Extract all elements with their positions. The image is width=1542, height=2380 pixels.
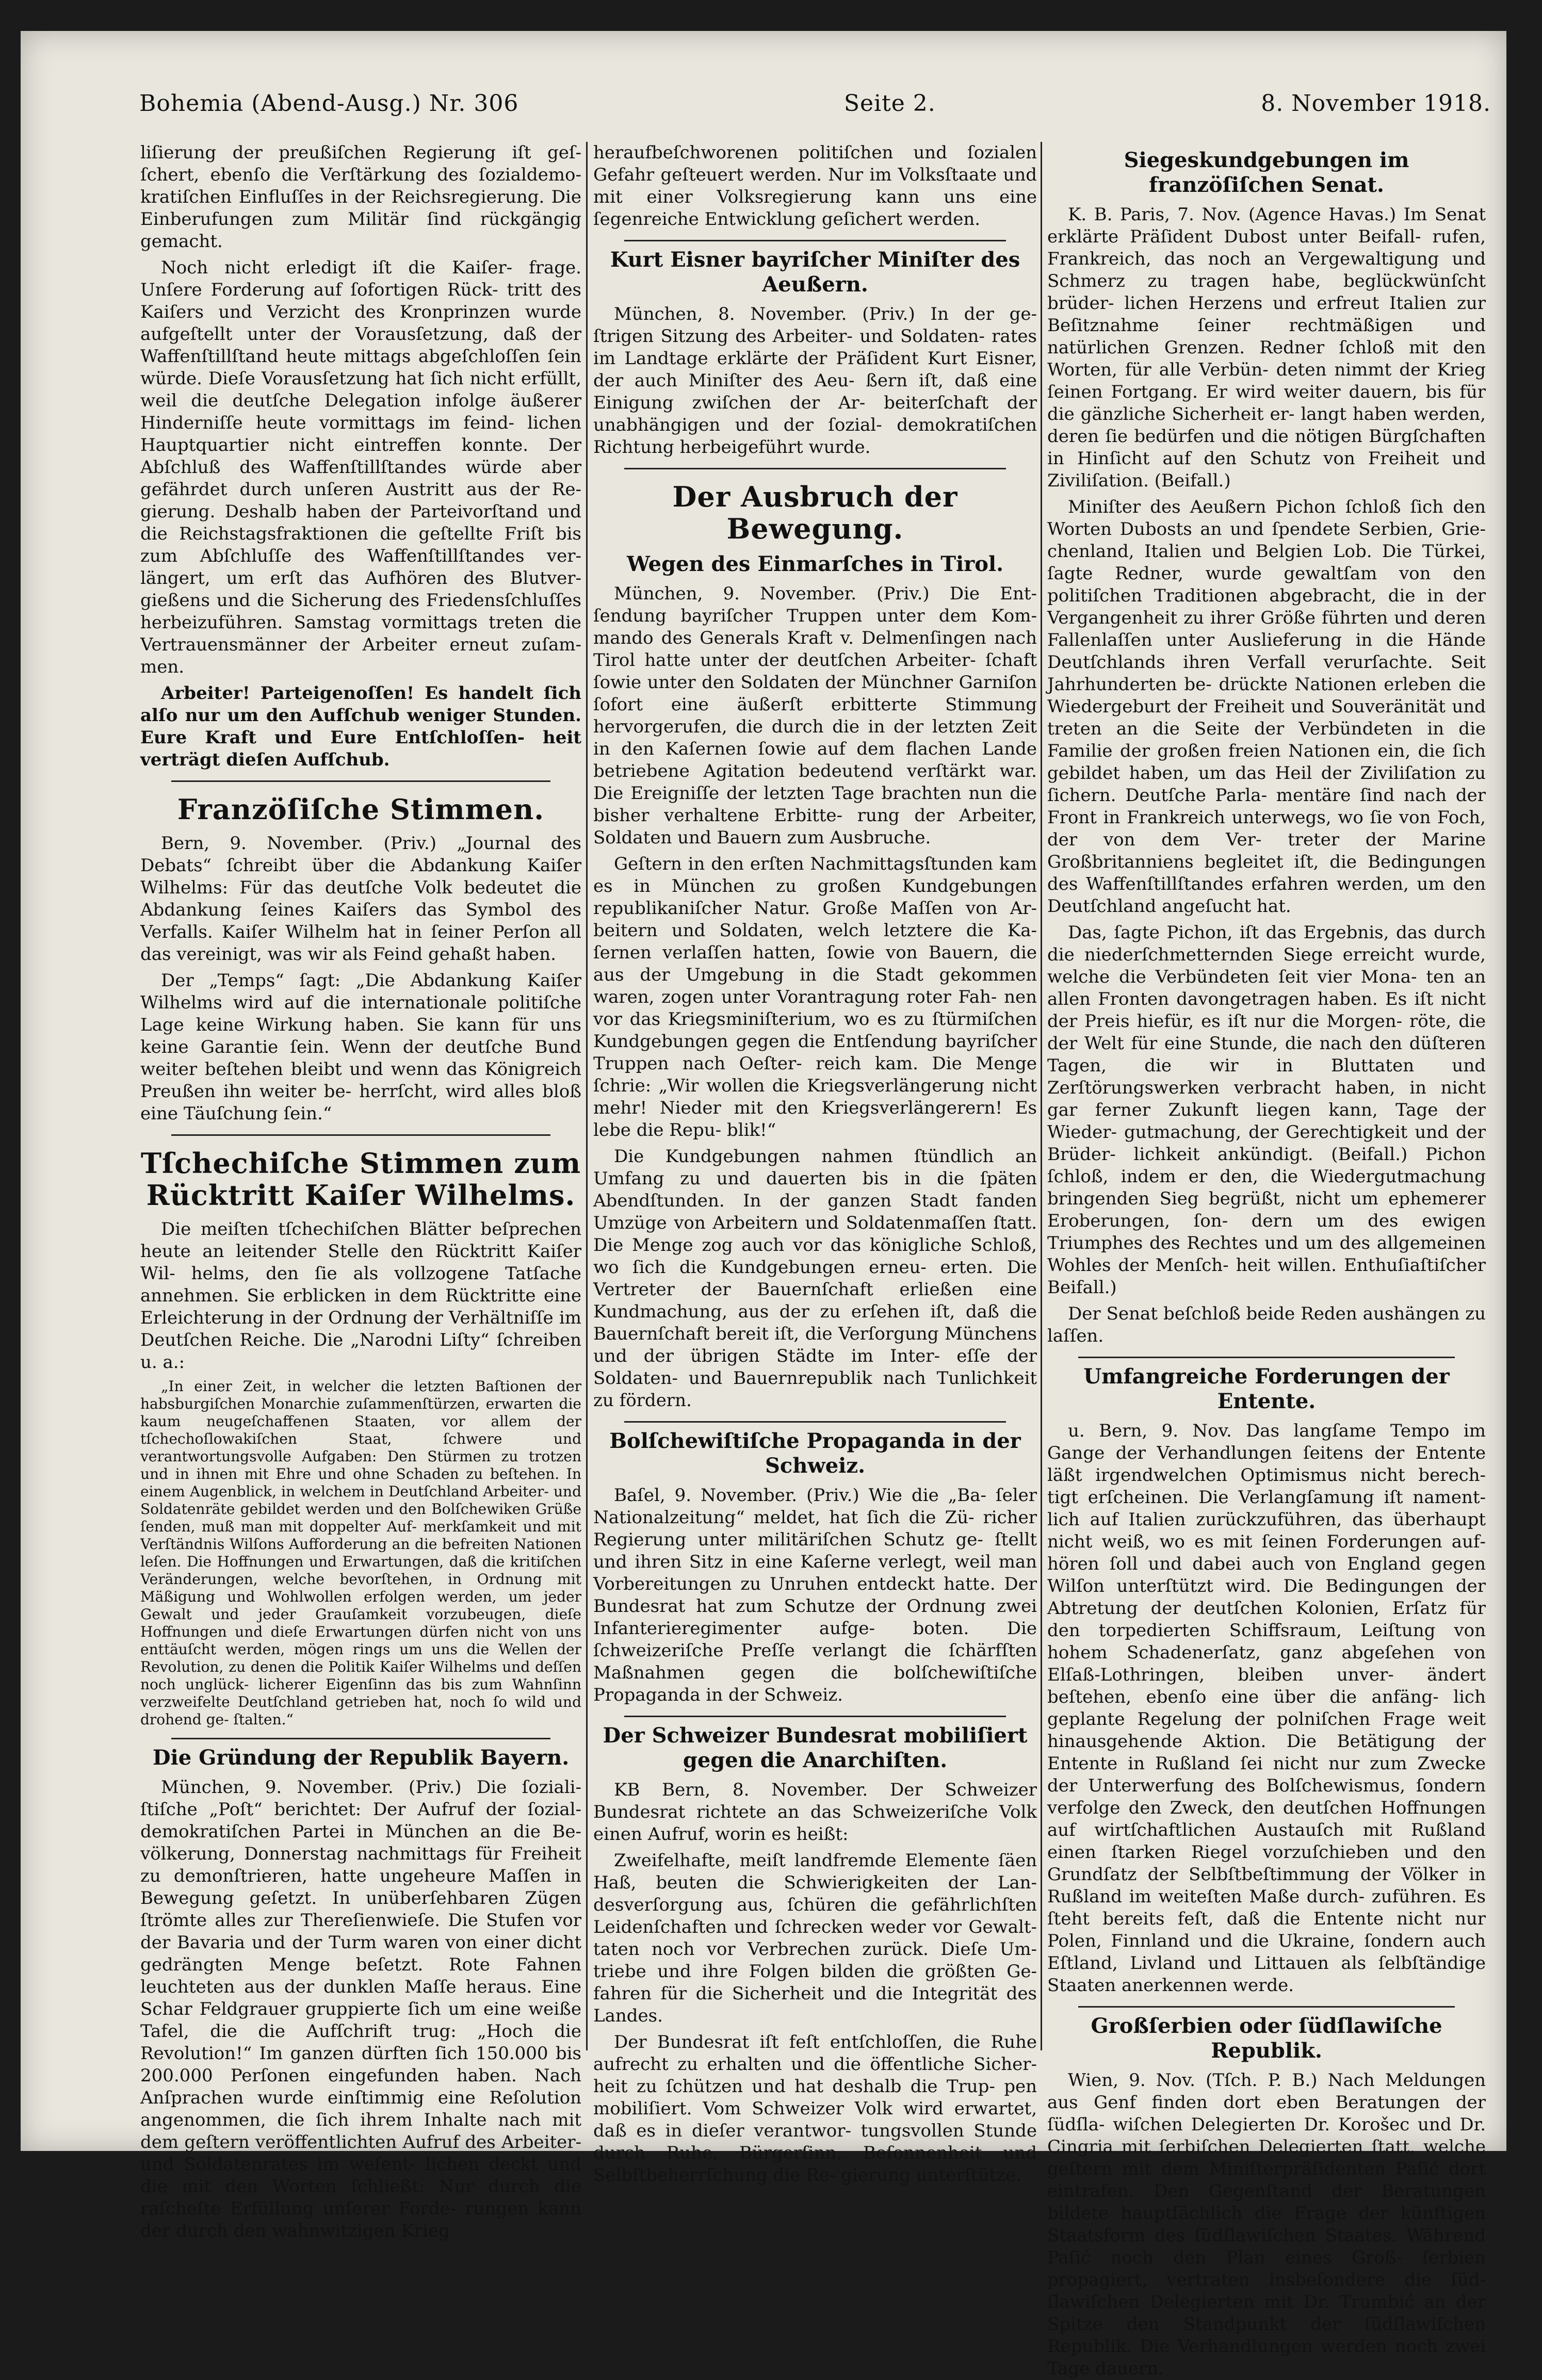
headline-forderungen-entente: Umfangreiche Forderungen der Entente.	[1083, 1364, 1450, 1413]
headline-siegeskundgebungen: Siegeskundgebungen im franzöſiſchen Senat.	[1124, 148, 1409, 197]
article-paragraph: KB Bern, 8. November. Der Schweizer Bundesrat richtete an das Schweizeriſche Volk einen Aufruf, worin es heißt:	[593, 1780, 1037, 1845]
article-paragraph: u. Bern, 9. Nov. Das langſame Tempo im Gange der Verhandlungen ſeitens der Entente läßt irgendwelchen Optimismus nicht berech‑ tigt erſcheinen. Die Verlangſamung iſt nament‑ lich auf Italien zurückzuführen, das überhaupt nicht weiß, wo es mit ſeinen Forderungen auf‑ hören ſoll und dabei auch von England gegen Wilſon unterſtützt wird. Die Bedingungen der Abtretung der deutſchen Kolonien, Erſatz für den torpedierten Schiffsraum, Leiſtung von hohem Schadenerſatz, ganz abgeſehen von Elſaß‑Lothringen, bleiben unver‑ ändert beſtehen, ebenſo eine über die anfäng‑ lich geplante Regelung der polniſchen Frage weit hinausgehende Aktion. Die Betätigung der Entente in Rußland ſei nicht nur zum Zwecke der Unterwerfung des Bolſchewismus, ſondern verfolge den Zweck, den deutſchen Hoffnungen auf wirtſchaftlichen Austauſch mit Rußland einen ſtarken Riegel vorzuſchieben und den Grundſatz der Selbſtbeſtimmung der Völker in Rußland im weiteſten Maße durch‑ zuführen. Es ſteht bereits feſt, daß die Entente nicht nur Polen, Finnland und die Ukraine, ſondern auch Eſtland, Livland und Littauen als ſelbſtändige Staaten anerkennen werde.	[1047, 1421, 1486, 1996]
headline-franzoesische-stimmen: Franzöſiſche Stimmen.	[177, 793, 545, 826]
article-divider	[171, 1134, 550, 1136]
article-paragraph: Die Kundgebungen nahmen ſtündlich an Umfang zu und dauerten bis in die ſpäten Abendſtunden. In der ganzen Stadt fanden Umzüge von Arbeitern und Soldatenmaſſen ſtatt. Die Menge zog auch vor das königliche Schloß, wo ſich die Kundgebungen erneu‑ erten. Die Vertreter der Bauernſchaft erließen eine Kundmachung, aus der zu erſehen iſt, daß die Bauernſchaft bereit iſt, die Verſorgung Münchens und der übrigen Städte im Inter‑ eſſe der Soldaten- und Bauernrepublik nach Tunlichkeit zu fördern.	[593, 1146, 1037, 1411]
article-paragraph: Das, ſagte Pichon, iſt das Ergebnis, das durch die niederſchmetternden Siege erreicht wurde, welche die Verbündeten ſeit vier Mona‑ ten an allen Fronten davongetragen haben. Es iſt nicht der Preis hiefür, es iſt nur die Morgen‑ röte, die der Welt für eine Stunde, die nach den düſteren Tagen, die wir in Bluttaten und Zerſtörungswerken verbracht haben, in nicht gar ferner Zukunft liegen kann, Tage der Wieder‑ gutmachung, der Gerechtigkeit und der Brüder‑ lichkeit ankündigt. (Beifall.) Pichon ſchloß, indem er den, die Wiedergutmachung bringenden Sieg begrüßt, nicht um ephemerer Eroberungen, ſon‑ dern um des ewigen Triumphes des Rechtes und um des allgemeinen Wohles der Menſch‑ heit willen. Enthuſiaſtiſcher Beifall.)	[1047, 922, 1486, 1298]
article-paragraph: Bern, 9. November. (Priv.) „Journal des Debats“ ſchreibt über die Abdankung Kaiſer Wilhelms: Für das deutſche Volk bedeutet die Abdankung ſeines Kaiſers das Symbol des Verfalls. Kaiſer Wilhelm hat in ſeiner Perſon all das vereinigt, was wir als Feind gehaßt haben.	[140, 833, 581, 965]
subheadline-einmarsch-tirol: Wegen des Einmarſches in Tirol.	[626, 552, 1004, 576]
article-paragraph: Baſel, 9. November. (Priv.) Wie die „Ba‑ ſeler Nationalzeitung“ meldet, hat ſich die Zü‑ richer Regierung unter militäriſchen Schutz ge‑ ſtellt und ihren Sitz in eine Kaſerne verlegt, weil man Vorbereitungen zu Unruhen entdeckt hatte. Der Bundesrat hat zum Schutze der Ordnung zwei Infanterieregimenter aufge‑ boten. Die ſchweizeriſche Preſſe verlangt die ſchärfſten Maßnahmen gegen die bolſchewiſtiſche Propaganda in der Schweiz.	[593, 1485, 1037, 1705]
article-paragraph: Der Senat beſchloß beide Reden aushängen zu laſſen.	[1047, 1303, 1486, 1346]
article-paragraph: K. B. Paris, 7. Nov. (Agence Havas.) Im Senat erklärte Präſident Dubost unter Beifall‑ rufen, Frankreich, das noch an Vergewaltigung und Schmerz zu tragen habe, beglückwünſcht brüder‑ lichen Herzens und erfreut Italien zur Beſitznahme ſeiner rechtmäßigen und natürlichen Grenzen. Redner ſchloß mit den Worten, für alle Verbün‑ deten nimmt der Krieg ſeinen Fortgang. Er wird weiter dauern, bis für die gänzliche Sicherheit er‑ langt haben werden, deren ſie bedürfen und die nötigen Bürgſchaften in Hinſicht auf den Schutz von Freiheit und Ziviliſation. (Beifall.)	[1047, 204, 1486, 491]
column-2	[593, 142, 1037, 2186]
newspaper-page	[21, 31, 1506, 2379]
article-divider	[171, 1738, 550, 1739]
article-paragraph: München, 8. November. (Priv.) In der ge‑ ſtrigen Sitzung des Arbeiter- und Soldaten‑ rates im Landtage erklärte der Präſident Kurt Eisner, der auch Miniſter des Aeu‑ ßern iſt, daß eine Einigung zwiſchen der Ar‑ beiterſchaft der unabhängigen und der ſozial‑ demokratiſchen Richtung herbeigeführt wurde.	[593, 304, 1037, 458]
article-paragraph: Der Bundesrat iſt feſt entſchloſſen, die Ruhe aufrecht zu erhalten und die öffentliche Sicher‑ heit zu ſchützen und hat deshalb die Trup‑ pen mobiliſiert. Vom Schweizer Volk wird erwartet, daß es in dieſer verantwor‑ tungsvollen Stunde durch Ruhe, Bürgerſinn, Beſonnenheit und Selbſtbeherrſchung die Re‑ gierung unterſtütze.	[593, 2032, 1037, 2186]
article-continuation-text: heraufbeſchworenen politiſchen und ſozialen Gefahr geſteuert werden. Nur im Volksſtaate und mit einer Volksregierung kann uns eine ſegenreiche Entwicklung geſichert werden.	[593, 142, 1037, 230]
article-paragraph: München, 9. November. (Priv.) Die Ent‑ ſendung bayriſcher Truppen unter dem Kom‑ mando des Generals Kraft v. Delmenſingen nach Tirol hatte unter der deutſchen Arbeiter‑ ſchaft ſowie unter den Soldaten der Münchner Garniſon ſofort eine äußerſt erbitterte Stimmung hervorgerufen, die durch die in der letzten Zeit in den Kaſernen ſowie auf dem flachen Lande betriebene Agitation bedeutend verſtärkt war. Die Ereigniſſe der letzten Tage brachten nun die bisher verhaltene Erbitte‑ rung der Arbeiter, Soldaten und Bauern zum Ausbruche.	[593, 583, 1037, 848]
column-3	[1047, 142, 1486, 2379]
article-divider	[1078, 2006, 1455, 2008]
article-paragraph: Noch nicht erledigt iſt die Kaiſer‑ frage. Unſere Forderung auf ſofortigen Rück‑ tritt des Kaiſers und Verzicht des Kronprinzen wurde aufgeſtellt unter der Vorausſetzung, daß der Waffenſtillſtand heute mittags abgeſchloſſen ſein würde. Dieſe Vorausſetzung hat ſich nicht erfüllt, weil die deutſche Delegation infolge äußerer Hinderniſſe heute vormittags im feind‑ lichen Hauptquartier nicht eintreffen konnte. Der Abſchluß des Waffenſtillſtandes würde aber gefährdet durch unſeren Austritt aus der Re‑ gierung. Deshalb haben der Parteivorſtand und die Reichstagsfraktionen die geſtellte Friſt bis zum Abſchluſſe des Waffenſtillſtandes ver‑ längert, um erſt das Aufhören des Blutver‑ gießens und die Sicherung des Friedensſchluſſes herbeizuführen. Samstag vormittags treten die Vertrauensmänner der Arbeiter erneut zuſam‑ men.	[140, 257, 581, 677]
header-date: 8. November 1918.	[1261, 90, 1491, 117]
column-divider-1	[586, 142, 588, 2050]
article-quote-small: „In einer Zeit, in welcher die letzten Baſtionen der habsburgiſchen Monarchie zuſammenſtürzen, erwarten die kaum neugeſchaffenen Staaten, vor allem der tſchechoſlowakiſchen Staat, ſchwere und verantwortungsvolle Aufgaben: Den Stürmen zu trotzen und in ihnen mit Ehre und ohne Schaden zu beſtehen. In einem Augenblick, in welchem in Deutſchland Arbeiter- und Soldatenräte gebildet werden und den Bolſchewiken Grüße ſenden, muß man mit doppelter Auf‑ merkſamkeit und mit Verſtändnis Wilſons Aufforderung an die befreiten Nationen leſen. Die Hoffnungen und Erwartungen, daß die kritiſchen Veränderungen, welche bevorſtehen, in Ordnung mit Mäßigung und Wohlwollen erfolgen werden, um jeder Gewalt und jeder Grauſamkeit vorzubeugen, dieſe Hoffnungen und dieſe Erwartungen dürfen nicht von uns enttäuſcht werden, mögen rings um uns die Wellen der Revolution, zu denen die Politik Kaiſer Wilhelms und deſſen noch unglück‑ licherer Eigenſinn das bis zum Wahnſinn verzweifelte Deutſchland getrieben hat, noch ſo wild und drohend ge‑ ſtalten.“	[140, 1378, 581, 1728]
headline-republik-bayern: Die Gründung der Republik Bayern.	[152, 1746, 570, 1770]
article-divider	[171, 780, 550, 782]
headline-schweizer-bundesrat: Der Schweizer Bundesrat mobiliſiert gegen die Anarchiſten.	[603, 1723, 1028, 1772]
header-page-number: Seite 2.	[843, 90, 936, 117]
column-1	[140, 142, 581, 2241]
article-paragraph: Der „Temps“ ſagt: „Die Abdankung Kaiſer Wilhelms wird auf die internationale politiſche Lage keine Wirkung haben. Sie kann für uns keine Garantie ſein. Wenn der deutſche Bund weiter beſtehen bleibt und wenn das Königreich Preußen ihn weiter be‑ herrſcht, wird alles bloß eine Täuſchung ſein.“	[140, 970, 581, 1124]
headline-grossserbien: Großſerbien oder ſüdſlawiſche Republik.	[1091, 2014, 1442, 2063]
article-paragraph: Die meiſten tſchechiſchen Blätter beſprechen heute an leitender Stelle den Rücktritt Kaiſer Wil‑ helms, den ſie als vollzogene Tatſache annehmen. Sie erblicken in dem Rücktritte eine Erleichterung in der Ordnung der Verhältniſſe im Deutſchen Reiche. Die „Narodni Liſty“ ſchreiben u. a.:	[140, 1219, 581, 1373]
article-divider	[1078, 1357, 1455, 1358]
article-paragraph: München, 9. November. (Priv.) Die ſoziali‑ ſtiſche „Poſt“ berichtet: Der Aufruf der ſozial‑ demokratiſchen Partei in München an die Be‑ völkerung, Donnerstag nachmittags für Freiheit zu demonſtrieren, hatte ungeheure Maſſen in Bewegung geſetzt. In unüberſehbaren Zügen ſtrömte alles zur Thereſienwieſe. Die Stufen vor der Bavaria und der Turm waren von einer dicht gedrängten Menge beſetzt. Rote Fahnen leuchteten aus der dunklen Maſſe heraus. Eine Schar Feldgrauer gruppierte ſich um eine weiße Tafel, die die Aufſchrift trug: „Hoch die Revolution!“ Im ganzen dürften ſich 150.000 bis 200.000 Perſonen eingefunden haben. Nach Anſprachen wurde einſtimmig eine Reſolution angenommen, die ſich ihrem Inhalte nach mit dem geſtern veröffentlichten Aufruf des Arbeiter- und Soldatenrates im weſent‑ lichen deckt und die mit den Worten ſchließt: Nur durch die raſcheſte Erfüllung unſerer Forde‑ rungen kann der durch den wahnwitzigen Krieg	[140, 1777, 581, 2241]
article-divider	[624, 1421, 1006, 1423]
article-continuation-text: liſierung der preußiſchen Regierung iſt geſ‑ ſchert, ebenſo die Verſtärkung des ſozialdemo‑ kratiſchen Einfluſſes in der Reichsregierung. Die Einberufungen zum Militär ſind rückgängig gemacht.	[140, 142, 581, 252]
headline-bolschewistische-propaganda: Bolſchewiſtiſche Propaganda in der Schweiz.	[609, 1429, 1021, 1478]
article-divider	[624, 468, 1006, 469]
article-paragraph: Zweifelhafte, meiſt landfremde Elemente ſäen Haß, beuten die Schwierigkeiten der Lan‑ desverſorgung aus, ſchüren die gefährlichſten Leidenſchaften und ſchrecken weder vor Gewalt‑ taten noch vor Verbrechen zurück. Dieſe Um‑ triebe und ihre Folgen bilden die größten Ge‑ fahren für die Sicherheit und die Integrität des Landes.	[593, 1850, 1037, 2026]
article-divider	[624, 1716, 1006, 1717]
column-divider-2	[1041, 142, 1042, 2050]
headline-ausbruch-der-bewegung: Der Ausbruch der Bewegung.	[672, 480, 958, 545]
article-paragraph-appeal: Arbeiter! Parteigenoſſen! Es handelt ſich alſo nur um den Aufſchub weniger Stunden. Eure Kraft und Eure Entſchloſſen‑ heit verträgt dieſen Aufſchub.	[140, 683, 581, 770]
headline-tschechische-stimmen: Tſchechiſche Stimmen zum Rücktritt Kaiſer Wilhelms.	[140, 1147, 581, 1212]
headline-kurt-eisner: Kurt Eisner bayriſcher Miniſter des Aeußern.	[610, 248, 1020, 297]
header-masthead: Bohemia (Abend-Ausg.) Nr. 306	[139, 90, 519, 117]
article-divider	[624, 240, 1006, 241]
article-paragraph: Miniſter des Aeußern Pichon ſchloß ſich den Worten Dubosts an und ſpendete Serbien, Grie‑ chenland, Italien und Belgien Lob. Die Türkei, ſagte Redner, wurde gewaltſam von den politiſchen Traditionen abgebracht, die in der Vergangenheit zu ihrer Größe führten und deren Fallenlaſſen unter Auslieferung in die Hände Deutſchlands ihren Verfall verurſachte. Seit Jahrhunderten be‑ drückte Nationen erleben die Wiedergeburt der Freiheit und Souveränität und treten an die Seite der Verbündeten in die Familie der großen freien Nationen ein, die ſich gebildet haben, um das Heil der Ziviliſation zu ſichern. Deutſche Parla‑ mentäre ſind nach der Front in Frankreich unterwegs, wo ſie von Foch, der von dem Ver‑ treter der Marine Großbritanniens begleitet iſt, die Bedingungen des Waffenſtillſtandes erfahren werden, um den Deutſchland angeſucht hat.	[1047, 497, 1486, 917]
article-paragraph: Geſtern in den erſten Nachmittagsſtunden kam es in München zu großen Kundgebungen republikaniſcher Natur. Große Maſſen von Ar‑ beitern und Soldaten, welch letztere die Ka‑ ſernen verlaſſen hatten, ſowie von Bauern, die aus der Umgebung in die Stadt gekommen waren, zogen unter Vorantragung roter Fah‑ nen vor das Kriegsminiſterium, wo es zu ſtürmiſchen Kundgebungen gegen die Entſendung bayriſcher Truppen nach Oeſter‑ reich kam. Die Menge ſchrie: „Wir wollen die Kriegsverlängerung nicht mehr! Nieder mit den Kriegsverlängerern! Es lebe die Repu‑ blik!“	[593, 854, 1037, 1140]
article-paragraph: Wien, 9. Nov. (Tſch. P. B.) Nach Meldungen aus Genf finden dort eben Beratungen der ſüdſla‑ wiſchen Delegierten Dr. Korošec und Dr. Cingria mit ſerbiſchen Delegierten ſtatt, welche geſtern mit dem Miniſterpräſidenten Paſić dort eintrafen. Den Gegenſtand der Beratungen bildete hauptſächlich die Frage der künftigen Staatsform des ſüdſlawiſchen Staates. Während Paſić noch den Plan eines Groß‑ ſerbien propagiert, vertraten insbeſondere die ſüd‑ ſlawiſchen Delegierten mit Dr. Trumbić an der Spitze den Standpunkt der ſüdſlawiſchen Republik. Die Verhandlungen werden noch zwei Tage dauern.	[1047, 2070, 1486, 2379]
page-header	[139, 83, 1491, 124]
